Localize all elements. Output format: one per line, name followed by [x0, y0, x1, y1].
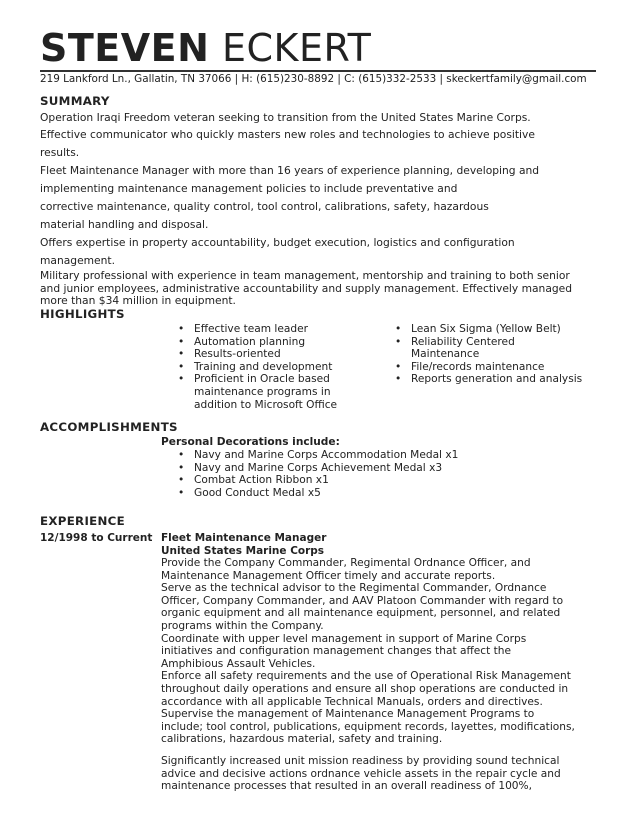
bullet: •	[178, 348, 185, 361]
job-description-line: Significantly increased unit mission readiness by providing sound technical	[161, 754, 560, 767]
summary-line: and junior employees, administrative accountability and supply management. Effectively managed	[40, 281, 573, 295]
summary-line: Fleet Maintenance Manager with more than 16 years of experience planning, developing and	[40, 164, 540, 177]
highlight-item: • Proficient in Oracle based maintenance programs in addition to Microsoft Office	[178, 373, 338, 411]
bullet: •	[178, 373, 185, 386]
bullet: •	[178, 323, 185, 335]
job-description-line: Maintenance Management Officer timely and accurate reports.	[161, 569, 496, 582]
highlights-left-list	[178, 323, 337, 411]
accomplishment-item: • Navy and Marine Corps Accommodation Medal x1	[178, 449, 459, 461]
accomplishment-item: • Good Conduct Medal x5	[178, 486, 321, 499]
summary-line: Operation Iraqi Freedom veteran seeking to transition from the United States Marine Corps.	[40, 111, 531, 124]
job-description-line: Amphibious Assault Vehicles.	[161, 657, 316, 670]
summary-line: more than $34 million in equipment.	[40, 294, 236, 308]
highlight-item: • Training and development	[178, 360, 333, 373]
highlight-item: • Results-oriented	[178, 348, 281, 361]
job-description-line: initiatives and configuration management changes that affect the	[161, 645, 512, 658]
bullet: •	[178, 474, 185, 487]
summary-line: implementing maintenance management policies to include preventative and	[40, 182, 458, 195]
summary-line: Offers expertise in property accountability, budget execution, logistics and configuration	[40, 236, 515, 249]
accomplishment-item: • Combat Action Ribbon x1	[178, 474, 329, 487]
job-description-line: advice and decisive actions ordnance vehicle assets in the repair cycle and	[161, 767, 561, 780]
job-description-line: Supervise the management of Maintenance Management Programs to	[161, 708, 535, 721]
summary-line: Effective communicator who quickly masters new roles and technologies to achieve positive	[40, 128, 535, 141]
highlight-item: • Reports generation and analysis	[395, 373, 583, 386]
bullet: •	[178, 360, 185, 373]
highlights-right-list	[395, 323, 582, 386]
summary-line: management.	[40, 254, 115, 267]
accomplishments-heading: ACCOMPLISHMENTS	[40, 420, 178, 434]
contact-info: 219 Lankford Ln., Gallatin, TN 37066 | H: (615)230-8892 | C: (615)332-2533 | skeckertfamily@gmail.com	[40, 73, 587, 85]
paragraph-gap	[161, 746, 601, 755]
job-description-line: include; tool control, publications, equipment records, layettes, modifications,	[161, 720, 575, 733]
bullet: •	[395, 323, 402, 335]
last-name: ECKERT	[222, 26, 372, 70]
bullet: •	[395, 373, 402, 386]
job-description-line: accordance with all applicable Technical Manuals, orders and directives.	[161, 695, 543, 708]
job-description	[161, 557, 601, 793]
job-description-line: Coordinate with upper level management in support of Marine Corps	[161, 632, 527, 645]
bullet: •	[395, 335, 402, 348]
job-description-line: Officer, Company Commander, and AAV Platoon Commander with regard to	[161, 594, 564, 607]
highlights-heading: HIGHLIGHTS	[40, 307, 125, 321]
accomplishments-intro: Personal Decorations include:	[161, 436, 340, 448]
highlight-item: • Lean Six Sigma (Yellow Belt)	[395, 323, 561, 335]
first-name: STEVEN	[40, 26, 210, 70]
summary-line: corrective maintenance, quality control, tool control, calibrations, safety, hazardous	[40, 200, 489, 213]
summary-line: results.	[40, 146, 80, 159]
candidate-name	[40, 28, 371, 68]
accomplishments-list	[178, 449, 458, 499]
bullet: •	[178, 449, 185, 461]
job-description-line: programs within the Company.	[161, 619, 324, 632]
summary-heading: SUMMARY	[40, 94, 110, 108]
job-title: Fleet Maintenance Manager	[161, 532, 327, 544]
bullet: •	[178, 486, 185, 499]
experience-heading: EXPERIENCE	[40, 514, 125, 528]
bullet: •	[178, 335, 185, 348]
bullet: •	[178, 461, 185, 474]
highlight-item: • Effective team leader	[178, 323, 308, 335]
bullet: •	[395, 360, 402, 373]
summary-line: Military professional with experience in team management, mentorship and training to both senior	[40, 269, 570, 282]
job-description-line: Provide the Company Commander, Regimental Ordnance Officer, and	[161, 557, 531, 569]
summary-text	[40, 111, 596, 308]
job-description-line: organic equipment and all maintenance equipment, personnel, and related	[161, 607, 561, 620]
highlight-item: • Automation planning	[178, 335, 306, 348]
highlight-item: • Reliability Centered Maintenance	[395, 335, 515, 361]
job-description-line: maintenance processes that resulted in an overall readiness of 100%,	[161, 780, 532, 793]
job-dates: 12/1998 to Current	[40, 532, 153, 544]
job-description-line: Serve as the technical advisor to the Regimental Commander, Ordnance	[161, 582, 547, 595]
job-description-line: calibrations, hazardous material, safety and training.	[161, 733, 443, 746]
summary-line: material handling and disposal.	[40, 218, 209, 231]
accomplishment-item: • Navy and Marine Corps Achievement Medal x3	[178, 461, 443, 474]
job-employer: United States Marine Corps	[161, 545, 325, 557]
job-description-line: Enforce all safety requirements and the use of Operational Risk Management	[161, 670, 571, 683]
job-description-line: throughout daily operations and ensure all shop operations are conducted in	[161, 682, 569, 695]
highlight-item: • File/records maintenance	[395, 360, 545, 373]
